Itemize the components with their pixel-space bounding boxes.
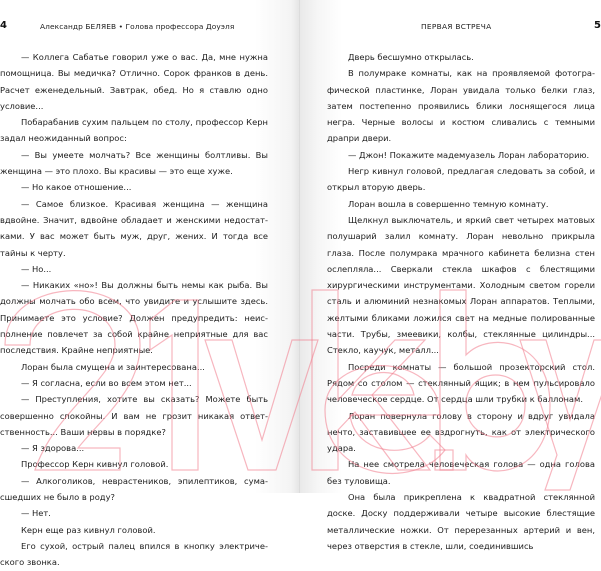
paragraph: Лоран была смущена и заинтересована... — [21, 361, 205, 372]
body-text — [327, 49, 595, 554]
running-head: ПЕРВАЯ ВСТРЕЧА — [421, 22, 492, 31]
paragraph: Лоран повернула голову в сторону и вдруг увидала нечто, заставившее ее вздрогнуть, как от электрического удара. — [327, 410, 595, 454]
paragraph: Профессор Керн кивнул головой. — [21, 459, 169, 470]
paragraph: — Но какое отношение... — [21, 182, 132, 193]
paragraph: Его сухой, острый палец впился в кнопку электрического звонка. — [0, 540, 268, 568]
paragraph: — Никаких «но»! Вы должны быть немы как рыба. Вы должны молчать обо всем, что увидите и услышите здесь. Принимаете это условие? Должен предупредить: неисполнение повлечет за собой крайне неприятные для вас последствия. Крайне неприятные. — [0, 280, 268, 356]
paragraph: Керн еще раз кивнул головой. — [21, 524, 156, 535]
paragraph: — Джон! Покажите мадемуазель Лоран лабораторию. — [348, 149, 590, 160]
paragraph: Негр кивнул головой, предлагая следовать за собой, и открыл вторую дверь. — [327, 166, 595, 193]
page-number: 4 — [0, 20, 7, 31]
paragraph: — Я здорова... — [21, 443, 85, 454]
paragraph: — Коллега Сабатье говорил уже о вас. Да, мне нужна помощница. Вы медичка? Отлично. Сорок франков в день. Расчет еженедельный. Завтрак, обед. Но я ставлю одно условие... — [0, 52, 268, 111]
left-page — [0, 0, 300, 568]
paragraph: — Нет. — [21, 508, 51, 519]
body-text — [0, 49, 268, 571]
paragraph: Лоран вошла в совершенно темную комнату. — [348, 198, 549, 209]
paragraph: Посреди комнаты — большой прозекторский стол. Рядом со столом — стеклянный ящик; в нем пульсировало человеческое сердце. От сердца шли трубки к баллонам. — [327, 361, 595, 405]
running-head: Александр БЕЛЯЕВ • Голова профессора Доуэля — [40, 22, 235, 31]
paragraph: — Алкоголиков, неврастеников, эпилептиков, сумасшедших не было в роду? — [0, 475, 268, 503]
paragraph: Побарабанив сухим пальцем по столу, профессор Керн задал неожиданный вопрос: — [0, 117, 268, 144]
paragraph: — Но... — [21, 263, 52, 274]
paragraph: — Вы умеете молчать? Все женщины болтливы. Вы женщина — это плохо. Вы красивы — это еще хуже. — [0, 149, 268, 177]
paragraph: Щелкнул выключатель, и яркий свет четырех матовых полушарий залил комнату. Лоран невольно прикрыла глаза. После полумрака мрачного кабинета белизна стен ослепляла... Сверкали стекла шкафов с блестящими хирургическими инструментами. Холодным светом горели сталь и алюминий незнакомых Лоран аппаратов. Теплыми, желтыми бликами ложился свет на медные полированные части. Трубы, змеевики, колбы, стеклянные цилиндры... Стекло, каучук, металл... — [327, 214, 595, 356]
paragraph: На нее смотрела человеческая голова — одна голова без туловища. — [327, 459, 595, 486]
paragraph: В полумраке комнаты, как на проявляемой фотографической пластинке, Лоран увидала только белки глаз, затем постепенно проявились блики лоснящегося лица негра. Черные волосы и костюм сливались с темными драпри двери. — [327, 68, 595, 144]
paragraph: Она была прикреплена к квадратной стеклянной доске. Доску поддерживали четыре высокие блестящие металлические ножки. От перерезанных артерий и вен, через отверстия в стекле, шли, соединившись — [327, 492, 595, 551]
paragraph: — Преступления, хотите вы сказать? Можете быть совершенно спокойны. И вам не грозит никакая ответственность... Ваши нервы в порядке? — [0, 394, 268, 437]
paragraph: Дверь бесшумно открылась. — [348, 52, 474, 62]
paragraph: — Самое близкое. Красивая женщина — женщина вдвойне. Значит, вдвойне обладает и женскими недостатками. У вас может быть муж, друг, жених. И тогда все тайны к черту. — [0, 198, 268, 258]
right-page — [300, 0, 601, 551]
book-gutter — [299, 0, 300, 493]
paragraph: — Я согласна, если во всем этом нет... — [21, 377, 192, 388]
page-number: 5 — [594, 20, 601, 31]
